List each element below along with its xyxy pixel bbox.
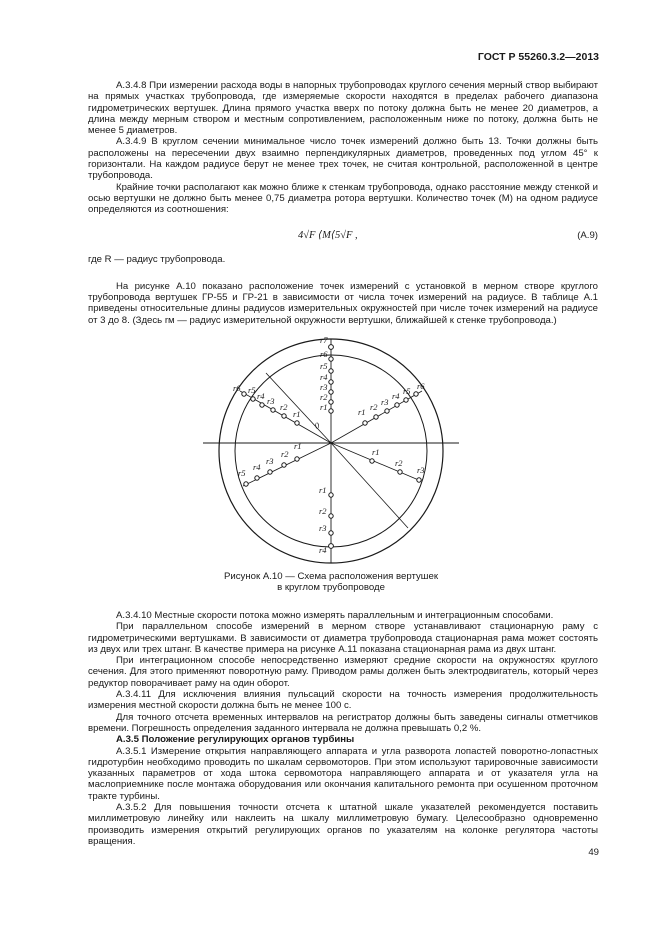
points-up — [313, 335, 333, 431]
label-up-r1: r1 — [320, 402, 328, 412]
label-down-r1: r1 — [319, 485, 327, 495]
caption-line-2: в круглом трубопроводе — [277, 582, 385, 594]
label-up-r2: r2 — [320, 392, 328, 402]
label-ul-r4: r4 — [257, 391, 265, 401]
page-number: 49 — [588, 847, 599, 858]
label-down-r3: r3 — [319, 523, 327, 533]
label-up-r7: r7 — [320, 335, 328, 345]
label-ur-r4: r4 — [392, 391, 400, 401]
label-down-r4: r4 — [319, 545, 327, 555]
label-lr-r1: r1 — [372, 447, 380, 457]
paragraph-a349: А.3.4.9 В круглом сечении минимальное число точек измерений должно быть 13. Точки должны быть расположены на пересечении двух взаимно перпендикулярных диаметров, проведенных под углом 45° к горизонтали. На каждом радиусе берут не менее трех точек, не считая контрольной, расположенной в центре трубопровода. — [88, 136, 598, 182]
formula-number: (А.9) — [577, 229, 598, 241]
label-up-r3: r3 — [320, 382, 328, 392]
paragraph-a348: А.3.4.8 При измерении расхода воды в напорных трубопроводах круглого сечения мерный створ выбирают на прямых участках трубопровода, где измеряемые скорости находятся в пределах рабочего диапазона гидрометрических вертушек. Длина прямого участка вверх по потоку должна быть не менее 20 диаметров, а длина между мерным створом и местным сопротивлением, расположенным ниже по потоку, должна быть не менее 5 диаметров. — [88, 80, 598, 137]
label-ul-r1: r1 — [293, 409, 301, 419]
label-lr-r3: r3 — [417, 465, 425, 475]
paragraph: При параллельном способе измерений в мерном створе устанавливают стационарную раму с гидрометрическими вертушками. В зависимости от диаметра трубопровода стационарная рама может состоять из двух или трех штанг. В качестве примера на рисунке А.11 показана стационарная рама из двух штанг. — [88, 621, 598, 655]
label-up-r5: r5 — [320, 361, 328, 371]
points-upper-left — [233, 383, 301, 425]
figure-caption — [200, 571, 462, 594]
label-ul-r3: r3 — [267, 396, 275, 406]
points-lower-right — [370, 447, 425, 482]
points-lower-left — [238, 441, 302, 486]
label-ll-r4: r4 — [253, 462, 261, 472]
label-ll-r3: r3 — [266, 456, 274, 466]
document-header: ГОСТ Р 55260.3.2—2013 — [477, 51, 599, 63]
label-ul-r6: r6 — [233, 383, 241, 393]
label-ul-r5: r5 — [248, 385, 256, 395]
caption-line-1: Рисунок А.10 — Схема расположения вертушек — [223, 571, 439, 582]
formula-a9 — [88, 226, 598, 248]
label-ur-r5: r5 — [403, 386, 411, 396]
label-ul-r2: r2 — [280, 402, 288, 412]
paragraph: А.3.5.2 Для повышения точности отсчета к штатной шкале указателей рекомендуется поставить миллиметровую линейку или наклеить на шкалу миллиметровую бумагу. Целесообразно одновременно производить измерения открытий регулирующих органов по указателям на колонке регулятора частоты вращения. — [88, 802, 598, 847]
label-ur-r2: r2 — [370, 402, 378, 412]
points-upper-right — [358, 381, 425, 425]
label-center-0: 0 — [313, 420, 321, 431]
paragraph: Для точного отсчета временных интервалов на регистратор должны быть заведены сигналы отметчиков времени. Погрешность определения заданного интервала не должна превышать 0,2 %. — [88, 711, 598, 734]
label-up-r6: r6 — [320, 349, 328, 359]
label-ll-r1: r1 — [294, 441, 302, 451]
section-heading: А.3.5 Положение регулирующих органов турбины — [116, 734, 355, 746]
label-ll-r5: r5 — [238, 468, 246, 478]
label-lr-r2: r2 — [395, 458, 403, 468]
paragraph: А.3.4.10 Местные скорости потока можно измерять параллельным и интеграционным способами. — [116, 610, 554, 621]
label-ll-r2: r2 — [281, 449, 289, 459]
paragraph-extreme-points: Крайние точки располагают как можно ближе к стенкам трубопровода, однако расстояние между стенкой и осью вертушки не должно быть менее 0,75 диаметра ротора вертушки. Количество точек (М) на одном радиусе определяются из соотношения: — [88, 181, 598, 216]
paragraph-figure-intro: На рисунке А.10 показано расположение точек измерений с установкой в мерном створе круглого трубопровода вертушек ГР-55 и ГР-21 в зависимости от числа точек измерений на радиусе. В таблице А.1 приведены относительные длины радиусов измерительных окружностей при числе точек измерений на радиусе от 3 до 8. (Здесь rм — радиус измерительной окружности вертушки, ближайшей к стенке трубопровода.) — [88, 280, 598, 326]
where-clause: где R — радиус трубопровода. — [88, 253, 226, 265]
label-ur-r6: r6 — [417, 381, 425, 391]
label-ur-r3: r3 — [381, 397, 389, 407]
pipe-measurement-diagram — [200, 333, 462, 565]
bottom-text-block — [88, 610, 598, 847]
paragraph: А.3.5.1 Измерение открытия направляющего аппарата и угла разворота лопастей поворотно-лопастных гидротурбин необходимо проводить по шкалам сервомоторов. При этом используют тарировочные зависимости указанных параметров от хода штока сервомотора направляющего аппарата и от указателя угла на маслоприемнике после монтажа оборудования или окончания капитального ремонта при осушенном проточном тракте турбины. — [88, 745, 598, 802]
formula-expression: 4√F ⟨М⟨5√F , — [298, 229, 358, 241]
top-text-block — [88, 80, 598, 326]
paragraph: А.3.4.11 Для исключения влияния пульсаций скорости на точность измерения продолжительность измерения местной скорости должна быть не менее 100 с. — [88, 689, 598, 712]
radius-lower-right-2 — [331, 443, 408, 528]
label-down-r2: r2 — [319, 506, 327, 516]
label-up-r4: r4 — [320, 372, 328, 382]
paragraph: При интеграционном способе непосредственно измеряют средние скорости на окружностях круглого сечения. Для этого применяют поворотную раму. Приводом рамы должен быть электродвигатель, который через редуктор поворачивает раму на один оборот. — [88, 655, 598, 689]
label-ur-r1: r1 — [358, 407, 366, 417]
